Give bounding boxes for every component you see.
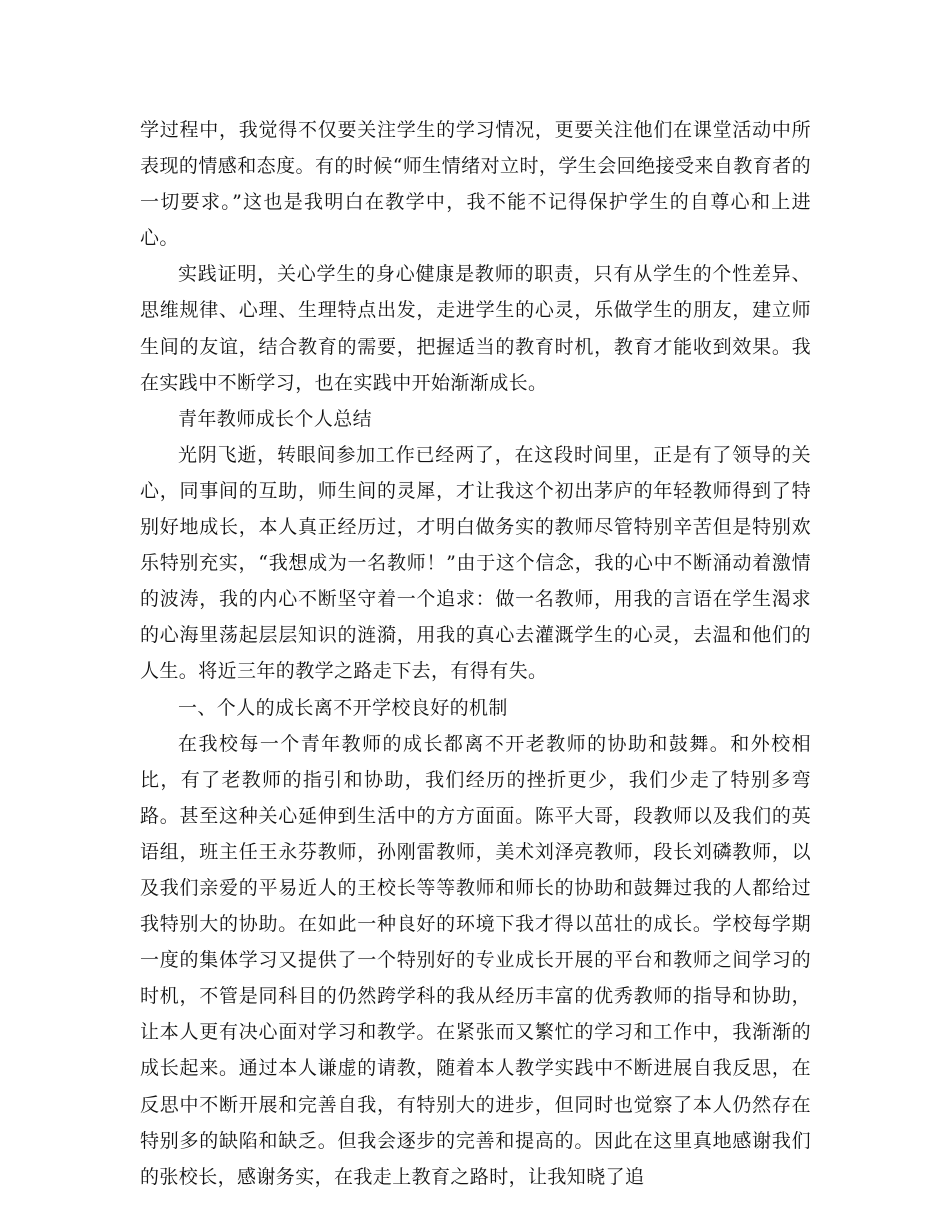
paragraph-body: 光阴飞逝，转眼间参加工作已经两了，在这段时间里，正是有了领导的关心，同事间的互助，师生间的灵犀，才让我这个初出茅庐的年轻教师得到了特别好地成长，本人真正经历过，才明白做务实的教师尽管特别辛苦但是特别欢乐特别充实，“我想成为一名教师！”由于这个信念，我的心中不断涌动着激情的波涛，我的内心不断坚守着一个追求：做一名教师，用我的言语在学生渴求的心海里荡起层层知识的涟漪，用我的真心去灌溉学生的心灵，去温和他们的人生。将近三年的教学之路走下去，有得有失。 <box>140 443 811 683</box>
paragraph-body: 实践证明，关心学生的身心健康是教师的职责，只有从学生的个性差异、思维规律、心理、生理特点出发，走进学生的心灵，乐做学生的朋友，建立师生间的友谊，结合教育的需要，把握适当的教育时机，教育才能收到效果。我在实践中不断学习，也在实践中开始渐渐成长。 <box>140 263 811 394</box>
document-page <box>140 112 811 1195</box>
paragraph-body: 在我校每一个青年教师的成长都离不开老教师的协助和鼓舞。和外校相比，有了老教师的指引和协助，我们经历的挫折更少，我们少走了特别多弯路。甚至这种关心延伸到生活中的方方面面。陈平大哥，段教师以及我们的英语组，班主任王永芬教师，孙刚雷教师，美术刘泽亮教师，段长刘磷教师，以及我们亲爱的平易近人的王校长等等教师和师长的协助和鼓舞过我的人都给过我特别大的协助。在如此一种良好的环境下我才得以茁壮的成长。学校每学期一度的集体学习又提供了一个特别好的专业成长开展的平台和教师之间学习的时机，不管是同科目的仍然跨学科的我从经历丰富的优秀教师的指导和协助，让本人更有决心面对学习和教学。在紧张而又繁忙的学习和工作中，我渐渐的成长起来。通过本人谦虚的请教，随着本人教学实践中不断进展自我反思，在反思中不断开展和完善自我，有特别大的进步，但同时也觉察了本人仍然存在特别多的缺陷和缺乏。但我会逐步的完善和提高的。因此在这里真地感谢我们的张校长，感谢务实，在我走上教育之路时，让我知晓了追 <box>140 732 811 1188</box>
section-heading: 一、个人的成长离不开学校良好的机制 <box>178 696 508 719</box>
paragraph-continuation: 学过程中，我觉得不仅要关注学生的学习情况，更要关注他们在课堂活动中所表现的情感和态度。有的时候“师生情绪对立时，学生会回绝接受来自教育者的一切要求。”这也是我明白在教学中，我不能不记得保护学生的自尊心和上进心。 <box>140 119 811 250</box>
section-title: 青年教师成长个人总结 <box>178 407 373 430</box>
